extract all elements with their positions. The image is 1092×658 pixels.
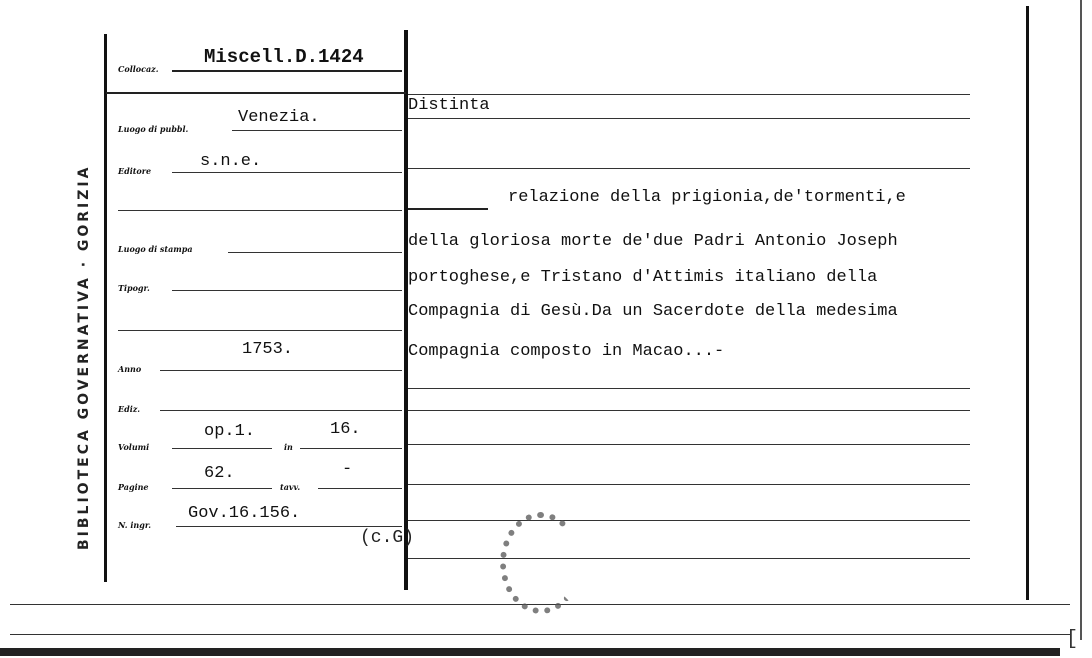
title-line-6: Compagnia composto in Macao...- [408, 342, 725, 361]
edge-mark: [ [1066, 628, 1079, 651]
value-luogo-pubbl: Venezia. [238, 108, 320, 127]
label-anno: Anno [118, 364, 142, 374]
rule-luogo-stampa [228, 252, 402, 253]
rule-right-5 [408, 388, 970, 389]
bottom-edge-bar [0, 648, 1060, 656]
rule-blank-1 [118, 210, 402, 211]
value-anno: 1753. [242, 340, 294, 359]
rule-tipogr [172, 290, 402, 291]
library-heading: BIBLIOTECA GOVERNATIVA · GORIZIA [76, 164, 92, 550]
rule-right-4 [408, 208, 488, 210]
rule-right-9 [408, 520, 970, 521]
value-tavv: - [342, 460, 353, 479]
rule-right-1 [408, 94, 970, 95]
title-line-5: Compagnia di Gesù.Da un Sacerdote della medesima [408, 302, 898, 321]
rule-right-2 [408, 118, 970, 119]
label-tavv: tavv. [280, 482, 301, 492]
value-in: 16. [330, 420, 361, 439]
rule-pagine [172, 488, 272, 489]
value-collocazione: Miscell.D.1424 [204, 46, 364, 68]
label-collocazione: Collocaz. [118, 64, 159, 74]
library-stamp [500, 512, 582, 614]
title-line-3: della gloriosa morte de'due Padri Antonio Joseph [408, 232, 898, 251]
label-ningr: N. ingr. [118, 520, 152, 530]
value-pagine: 62. [204, 464, 235, 483]
rule-anno [160, 370, 402, 371]
label-volumi: Volumi [118, 442, 150, 452]
left-margin-rule [104, 34, 107, 582]
rule-header-divider [106, 92, 406, 94]
far-right-edge [1080, 0, 1082, 640]
title-line-2: relazione della prigionia,de'tormenti,e [508, 188, 906, 207]
rule-luogo [232, 130, 402, 131]
right-edge-rule [1026, 6, 1029, 600]
rule-in [300, 448, 402, 449]
label-ediz: Ediz. [118, 404, 141, 414]
value-ningr: Gov.16.156. [188, 504, 301, 523]
rule-right-6 [408, 410, 970, 411]
rule-right-8 [408, 484, 970, 485]
value-editore: s.n.e. [200, 152, 262, 171]
rule-right-3 [408, 168, 970, 169]
rule-right-10 [408, 558, 970, 559]
rule-editore [172, 172, 402, 173]
label-luogo-stampa: Luogo di stampa [118, 244, 193, 254]
rule-tavv [318, 488, 402, 489]
rule-ediz [160, 410, 402, 411]
title-line-4: portoghese,e Tristano d'Attimis italiano della [408, 268, 878, 287]
label-in: in [284, 442, 293, 452]
value-volumi: op.1. [204, 422, 256, 441]
title-line-1: Distinta [408, 96, 490, 115]
rule-blank-2 [118, 330, 402, 331]
label-tipogr: Tipogr. [118, 283, 150, 293]
label-editore: Editore [118, 166, 152, 176]
rule-volumi [172, 448, 272, 449]
rule-right-7 [408, 444, 970, 445]
handwritten-mark: (c.G) [360, 528, 415, 548]
label-pagine: Pagine [118, 482, 149, 492]
rule-bottom-2 [10, 634, 1070, 635]
rule-ningr [176, 526, 402, 527]
rule-collocazione [172, 70, 402, 72]
label-luogo-pubbl: Luogo di pubbl. [118, 124, 189, 134]
